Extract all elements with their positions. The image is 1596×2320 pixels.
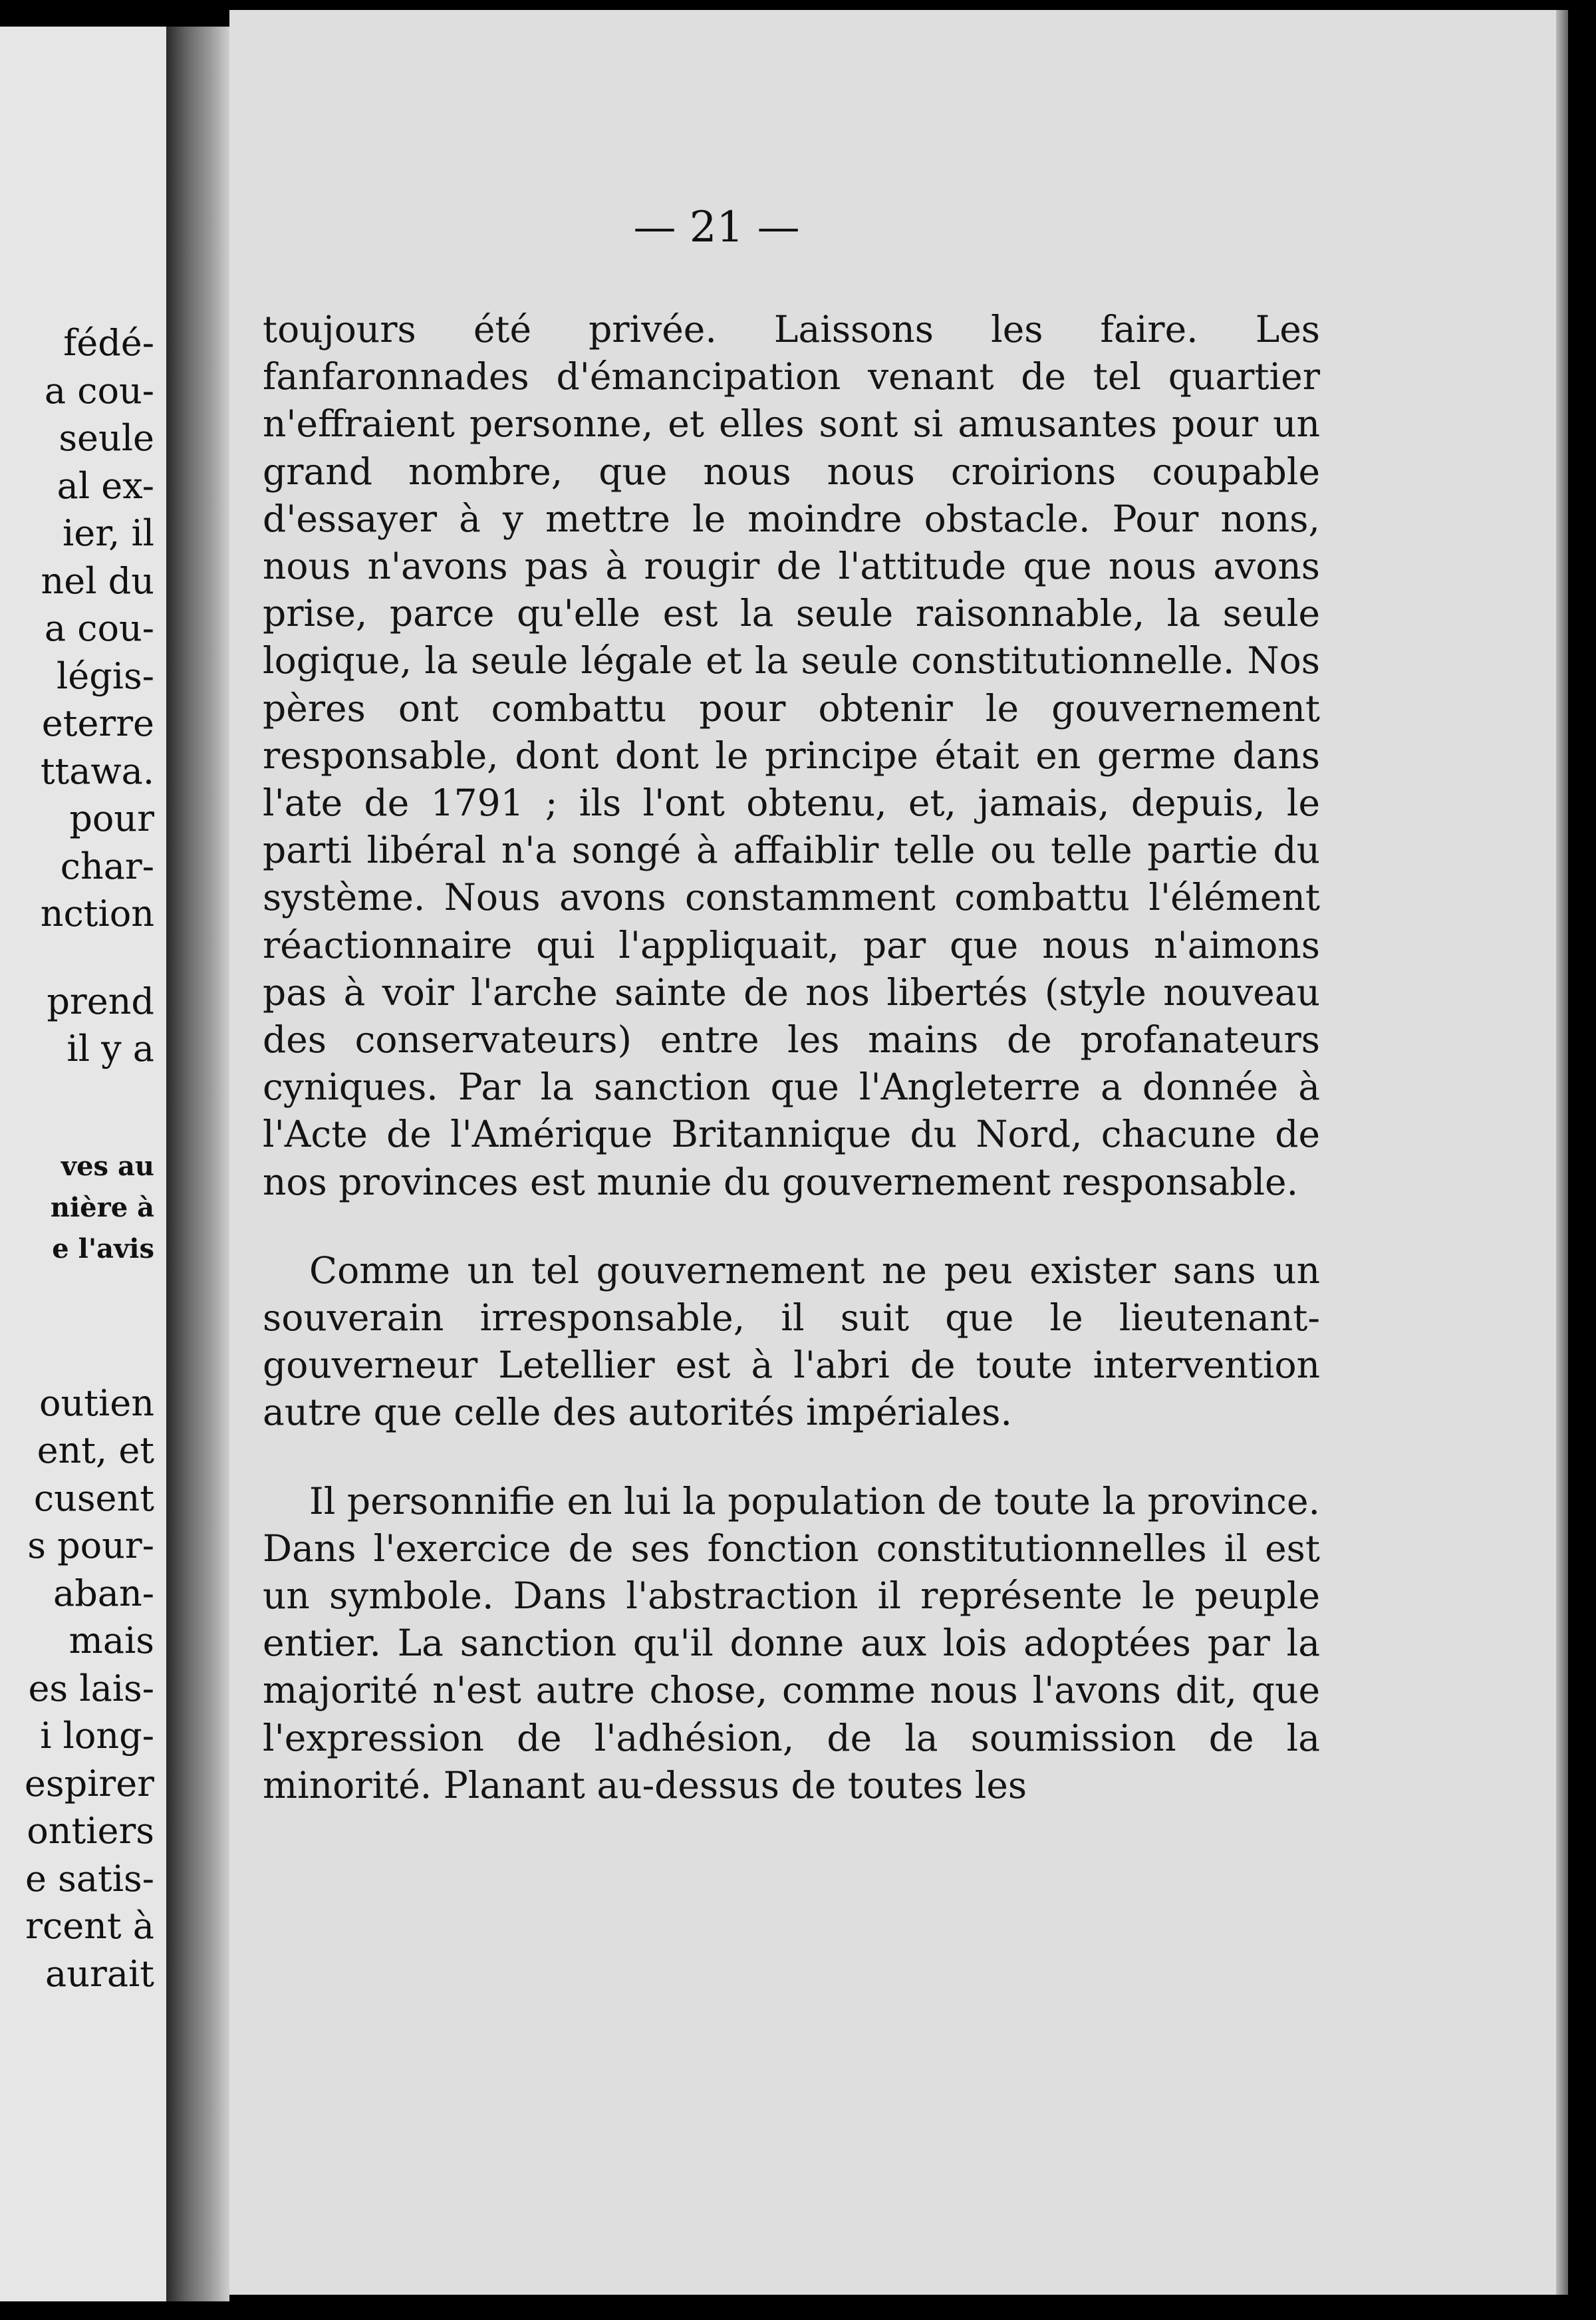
left-line: nel du (41, 559, 154, 602)
left-footnote-line: nière à (50, 1191, 154, 1223)
main-page (229, 10, 1556, 2295)
left-line: cusent (33, 1477, 154, 1519)
left-line: i long- (40, 1715, 154, 1757)
left-line: espirer (24, 1762, 154, 1805)
left-line: outien (39, 1381, 154, 1424)
left-line: mais (68, 1620, 154, 1662)
page-edge (1556, 10, 1568, 2295)
left-line: légis- (56, 654, 154, 697)
left-line: aurait (45, 1952, 154, 1995)
left-line: eterre (41, 702, 154, 744)
left-line: fédé- (63, 322, 154, 364)
left-line: ent, et (37, 1429, 154, 1471)
left-spacer (0, 1270, 154, 1379)
left-line: rcent à (25, 1905, 154, 1947)
left-line: ier, il (63, 512, 154, 554)
left-line: al ex- (57, 464, 154, 507)
left-page-fragment (0, 27, 170, 2301)
left-footnote-line: e l'avis (52, 1232, 154, 1264)
left-line: ontiers (27, 1810, 154, 1852)
left-spacer (0, 1073, 154, 1146)
left-line: s pour- (27, 1524, 154, 1566)
left-page-text (0, 319, 154, 1997)
paragraph: Il personnifie en lui la population de toute la province. Dans l'exercice de ses fonction constitutionnelles il est un symbole. Dans l'abstraction il représente le peuple entier. La sanction qu'il donne aux lois adoptées par la majorité n'est autre chose, comme nous l'avons dit, que l'expression de l'adhésion, de la soumission de la minorité. Planant au-dessus de toutes les (263, 1479, 1320, 1807)
left-footnote-line: ves au (61, 1150, 154, 1182)
left-line: es lais- (28, 1667, 154, 1709)
left-line: char- (60, 845, 154, 887)
paragraph: toujours été privée. Laissons les faire. Les fanfaronnades d'émancipation venant de tel quartier n'effraient personne, et elles sont si amusantes pour un grand nombre, que nous nous croirions coupable d'essayer à y mettre le moindre obstacle. Pour nons, nous n'avons pas à rougir de l'attitude que nous avons prise, parce qu'elle est la seule raisonnable, la seule logique, la seule légale et la seule constitutionnelle. Nos pères ont combattu pour obtenir le gouvernement responsable, dont dont le principe était en germe dans l'ate de 1791 ; ils l'ont obtenu, et, jamais, depuis, le parti libéral n'a songé à affaiblir telle ou telle partie du système. Nous avons constamment combattu l'élément réactionnaire qui l'appliquait, par que nous n'aimons pas à voir l'arche sainte de nos libertés (style nouveau des conservateurs) entre les mains de profanateurs cyniques. Par la sanction que l'Angleterre a donnée à l'Acte de l'Amérique Britannique du Nord, chacune de nos provinces est munie du gouvernement responsable. (263, 308, 1320, 1203)
left-line: il y a (66, 1028, 154, 1070)
left-line: prend (47, 980, 154, 1022)
book-gutter-shadow (166, 27, 229, 2301)
left-spacer (0, 938, 154, 978)
left-line: aban- (53, 1572, 154, 1614)
left-line: a cou- (44, 369, 154, 412)
page-body (263, 306, 1320, 1809)
left-line: seule (59, 417, 154, 459)
left-line: e satis- (25, 1857, 154, 1900)
left-line: a cou- (44, 607, 154, 649)
left-line: ttawa. (40, 750, 154, 792)
paragraph: Comme un tel gouvernement ne peu exister sans un souverain irresponsable, il suit que le lieutenant-gouverneur Letellier est à l'abri de toute intervention autre que celle des autorités impériales. (263, 1248, 1320, 1434)
page-number: — 21 — (633, 203, 800, 252)
left-line: nction (40, 893, 154, 935)
left-line: pour (69, 798, 154, 839)
